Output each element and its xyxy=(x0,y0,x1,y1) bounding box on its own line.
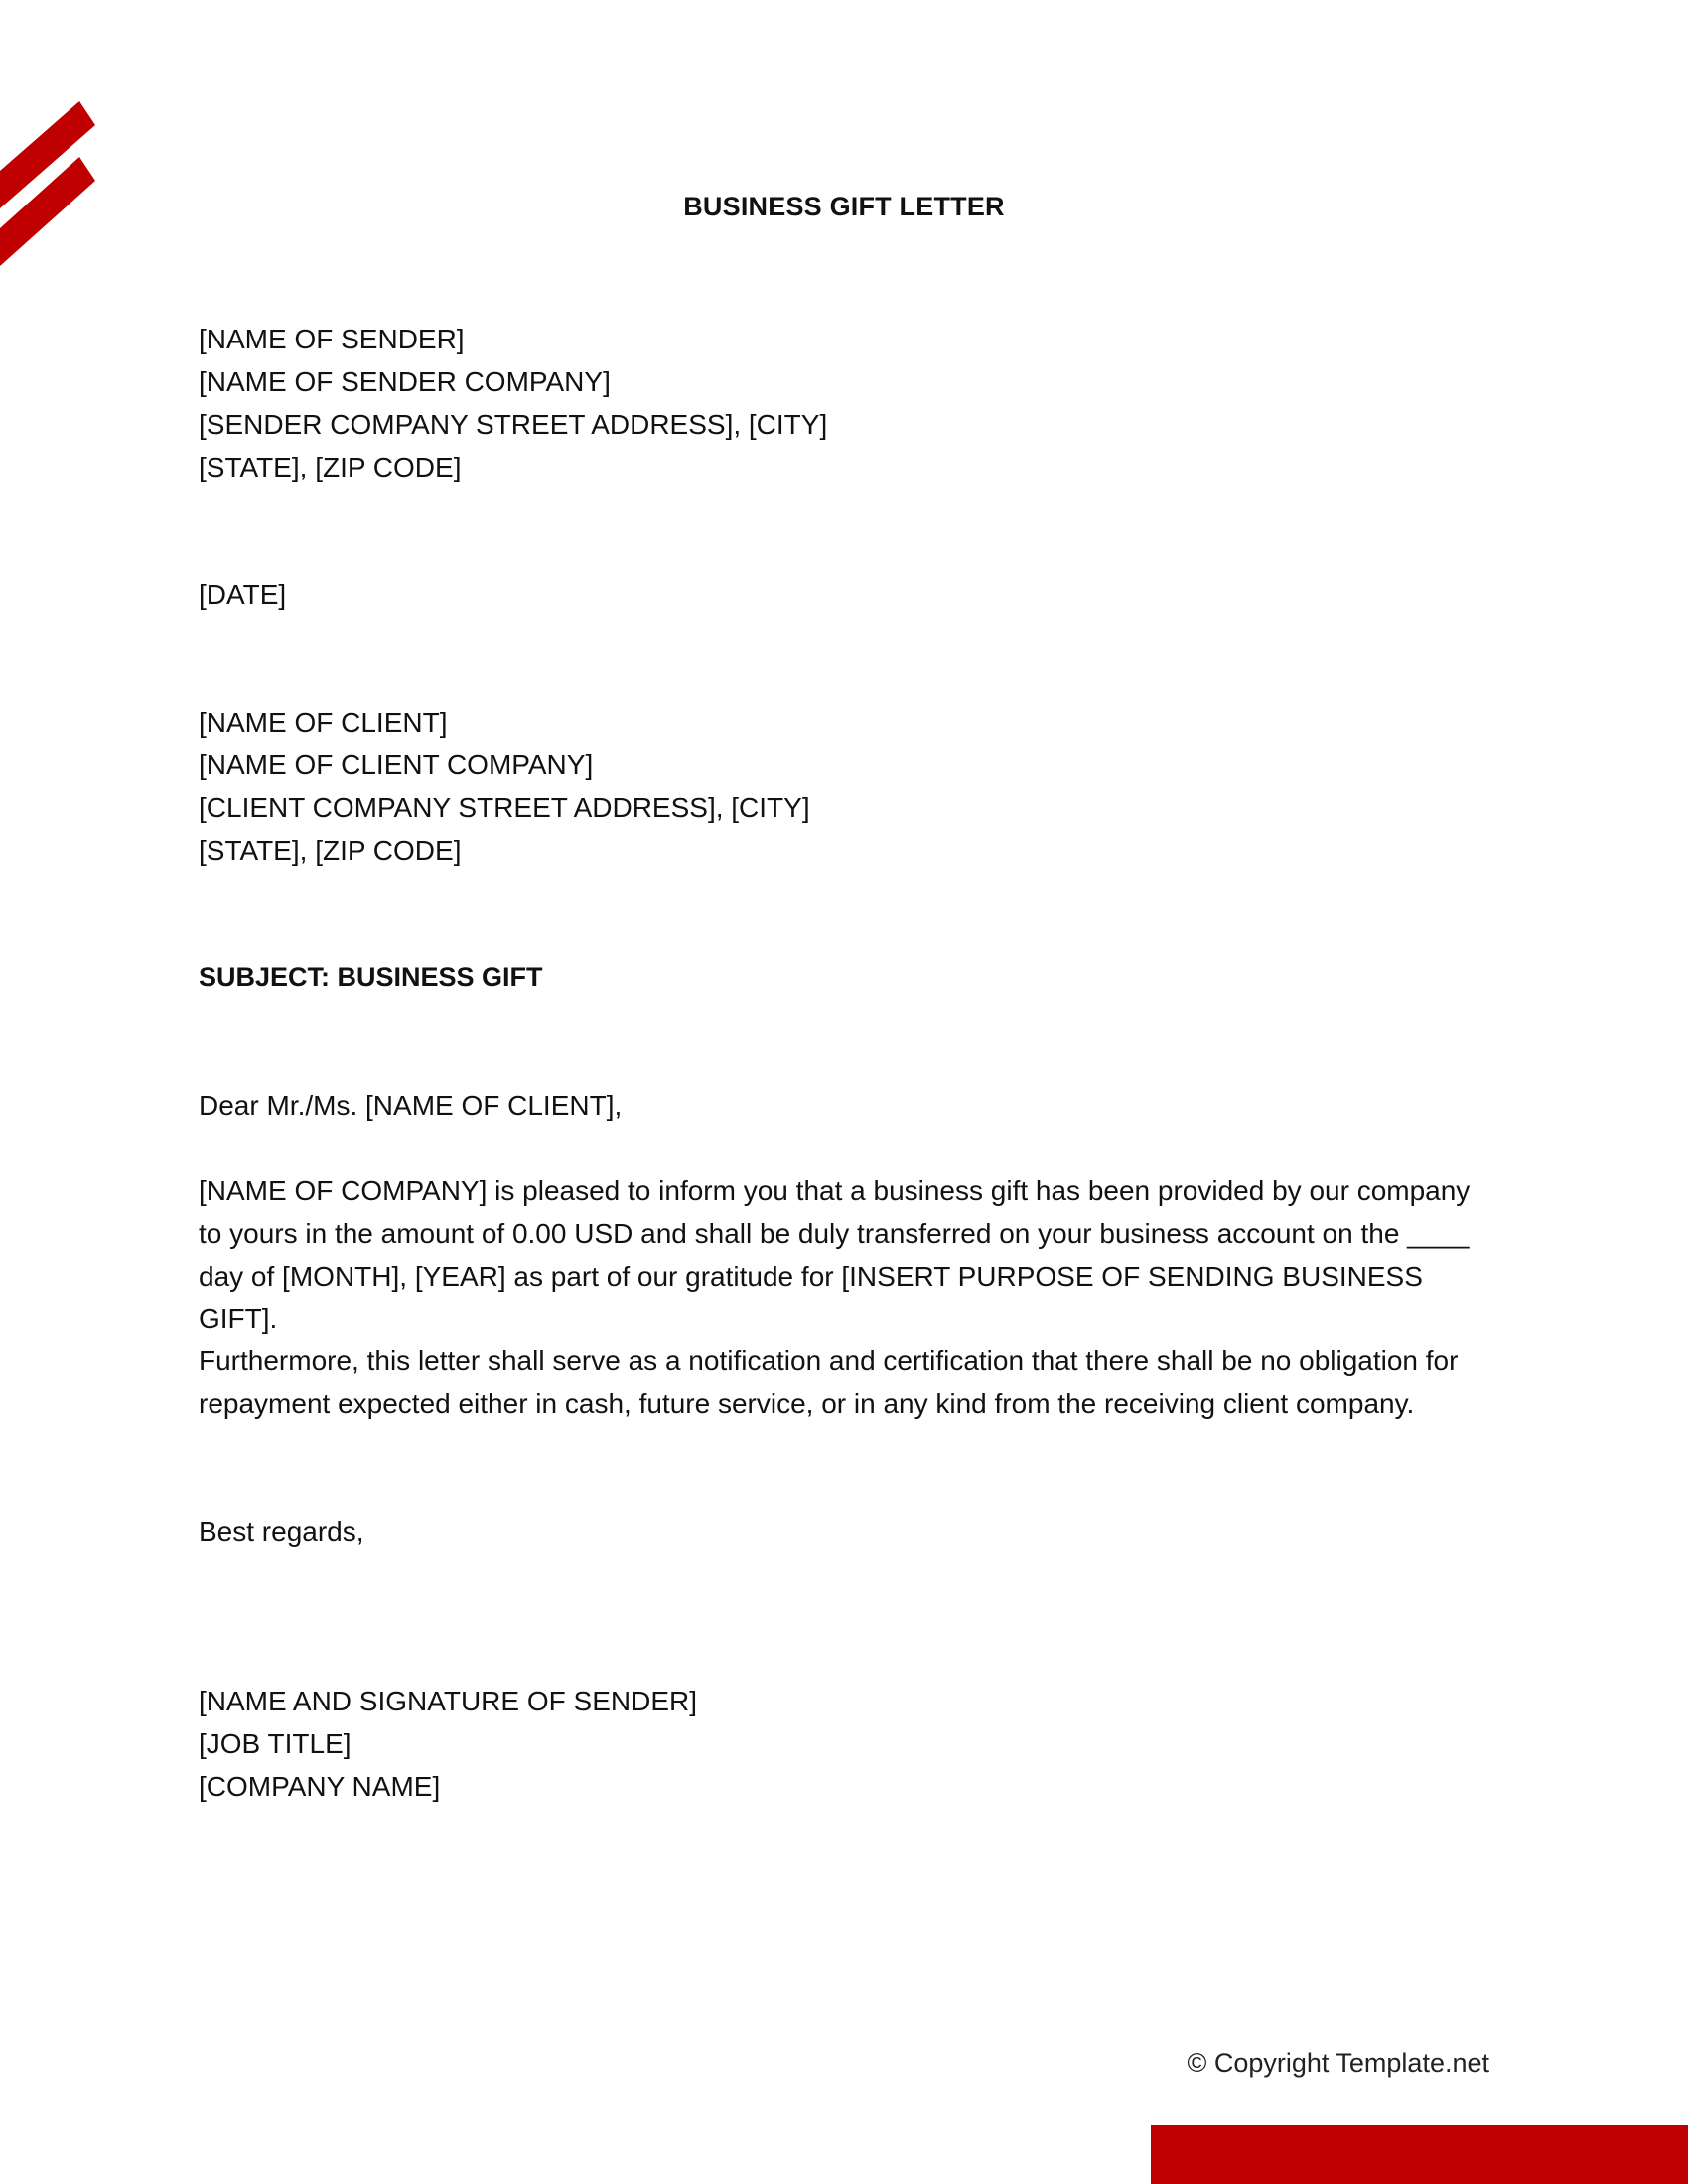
client-address-line2: [STATE], [ZIP CODE] xyxy=(199,835,462,866)
client-name: [NAME OF CLIENT] xyxy=(199,707,448,738)
signature-block xyxy=(199,1680,697,1808)
client-address-line1: [CLIENT COMPANY STREET ADDRESS], [CITY] xyxy=(199,792,810,823)
sender-company: [NAME OF SENDER COMPANY] xyxy=(199,366,611,397)
corner-stripes-decoration xyxy=(0,89,109,288)
salutation: Dear Mr./Ms. [NAME OF CLIENT], xyxy=(199,1090,623,1121)
sender-address-line1: [SENDER COMPANY STREET ADDRESS], [CITY] xyxy=(199,409,828,440)
sender-block xyxy=(199,318,827,488)
signature-company: [COMPANY NAME] xyxy=(199,1771,441,1802)
client-company: [NAME OF CLIENT COMPANY] xyxy=(199,750,594,780)
document-title: BUSINESS GIFT LETTER xyxy=(683,192,1005,221)
sender-address-line2: [STATE], [ZIP CODE] xyxy=(199,452,462,482)
sender-name: [NAME OF SENDER] xyxy=(199,324,465,354)
signature-job-title: [JOB TITLE] xyxy=(199,1728,352,1759)
body-paragraph-2: Furthermore, this letter shall serve as a notification and certification that there shall be no obligation for repayment expected either in cash, future service, or in any kind from the receiving client company. xyxy=(199,1345,1459,1419)
footer-accent-bar xyxy=(1151,2125,1688,2184)
signature-name: [NAME AND SIGNATURE OF SENDER] xyxy=(199,1686,697,1716)
date-block xyxy=(199,573,286,615)
closing: Best regards, xyxy=(199,1516,364,1547)
body-paragraph-1: [NAME OF COMPANY] is pleased to inform you that a business gift has been provided by our company to yours in the amount of 0.00 USD and shall be duly transferred on your business account on the ____ day of [MONTH], [YEAR] as part of our gratitude for [INSERT PURPOSE OF SENDING BUSINESS GIFT]. xyxy=(199,1175,1471,1334)
copyright-notice: © Copyright Template.net xyxy=(1187,2048,1489,2078)
letter-date: [DATE] xyxy=(199,579,287,610)
client-block xyxy=(199,701,810,872)
subject-line: SUBJECT: BUSINESS GIFT xyxy=(199,962,543,992)
